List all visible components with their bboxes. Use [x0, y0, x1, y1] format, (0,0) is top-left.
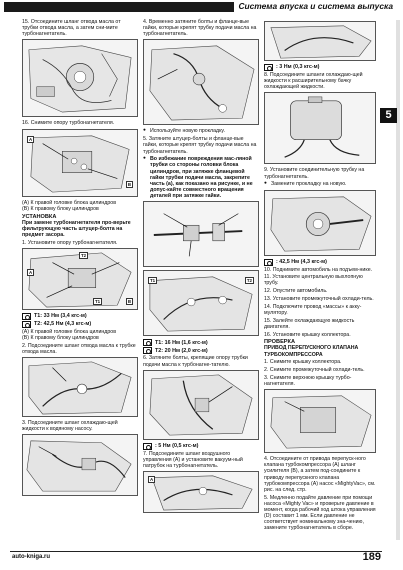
figure-turbo-cover	[264, 389, 376, 453]
figure-label-t2-2: T2	[246, 278, 252, 284]
page-number: 189	[362, 551, 381, 563]
torque-3nm-value: : 3 Нм (0,3 кгс-м)	[276, 64, 320, 71]
header-black-bar	[4, 2, 234, 12]
torque-5nm-value: : 5 Нм (0,5 кгс-м)	[155, 443, 199, 450]
step-15-text: 15. Отсоедините шланг отвода масла от трубки отвода масла, а затем сни-мите турбонагнетатель.	[22, 19, 121, 38]
install-step-16: 16. Установите крышку коллектора.	[264, 331, 351, 338]
install-step-6: 6. Затяните болты, крепящие опору трубки подачи масла к турбонагне-тателю.	[143, 355, 248, 368]
torque-5nm	[143, 443, 259, 450]
torque-wrench-icon	[264, 259, 273, 266]
torque-42nm	[264, 259, 376, 266]
figure-label-t1: T1	[95, 298, 101, 304]
torque-wrench-icon	[143, 339, 152, 346]
figure-oil-hose	[22, 357, 138, 417]
figure-top-right	[264, 21, 376, 61]
install-step-5: 5. Затяните штуцер-болты и фланце-вые гайки, которые крепят трубку подачи масла на турбонагнетатель.	[143, 136, 257, 155]
install-step-9: 9. Установите соединительную трубку на турбонагнетатель.	[264, 167, 365, 180]
footer-rule	[10, 551, 382, 552]
figure-bracket-install	[22, 248, 138, 310]
section-heading-check: ПРОВЕРКА	[264, 339, 295, 346]
legend-b-1: (B) К правому блоку цилиндров	[22, 205, 99, 212]
section-heading-installation: УСТАНОВКА	[22, 213, 57, 220]
check-step-5: 5. Медленно подайте давление при помощи насоса «Mighty Vac» и проверьте давление в момент, когда рабочий ход штока управления (D) составит 1 мм. Если давление не соответствует номинальному зна-чению, замените турбонагнетатель в сборе.	[264, 494, 376, 532]
subsection-heading-actuator: ПРИВОД ПЕРЕПУСКНОГО КЛАПАНА ТУРБОКОМПРЕССОРА	[264, 345, 359, 358]
torque-wrench-icon	[22, 321, 31, 328]
check-step-2: 2. Снимите промежуточный охлади-тель.	[264, 367, 365, 374]
figure-pipe-bolts	[143, 270, 259, 336]
installation-note: При замене турбонагнетателя про-верьте фильтрующую часть штуцер-болта на предмет засора.	[22, 219, 131, 238]
install-step-12: 12. Опустите автомобиль.	[264, 288, 328, 295]
legend-b-2: (B) К правому блоку цилиндров	[22, 335, 99, 342]
torque-t1-value: T1: 33 Нм (3,4 кгс-м)	[34, 313, 87, 320]
column-2	[143, 19, 259, 516]
figure-coolant-reservoir	[264, 92, 376, 164]
install-step-2: 2. Подсоедините шланг отвода масла к трубке отвода масла.	[22, 342, 136, 355]
torque-3nm	[264, 64, 376, 71]
figure-label-b-2: B	[127, 298, 131, 304]
figure-label-a-3: A	[150, 477, 154, 483]
figure-flange-nut	[143, 201, 259, 267]
page-header	[0, 0, 403, 13]
step-16-text: 16. Снимите опору турбонагнетателя.	[22, 120, 115, 127]
figure-label-b: B	[127, 181, 131, 187]
torque-wrench-icon	[143, 347, 152, 354]
torque-wrench-icon	[264, 64, 273, 71]
footer-site: auto-kniga.ru	[12, 554, 51, 560]
legend-a-1: (A) К правой головке блока цилиндров	[22, 199, 116, 206]
torque-t1	[22, 313, 138, 320]
torque-t2	[22, 321, 138, 328]
install-step-13: 13. Установите промежуточный охлади-тель.	[264, 295, 374, 302]
figure-turbo-removal	[22, 39, 138, 117]
check-step-4: 4. Отсоедините от привода перепуск-ного клапана турбокомпрессора (A) шланг усилителя (B), а затем под-соедините к приводу перепускного клапана турбокомпрессора (A) насос «MightyVac», см. рис. на след. стр.	[264, 456, 376, 493]
install-step-1: 1. Установите опору турбонагнетателя.	[22, 239, 118, 246]
figure-vacuum-hose	[143, 471, 259, 513]
figure-label-t2: T2	[81, 252, 87, 258]
torque-t2-col2-value: T2: 20 Нм (2,0 кгс-м)	[155, 347, 208, 354]
check-step-3: 3. Снимите верхнюю крышку турбо-нагнетателя.	[264, 374, 352, 387]
install-step-15: 15. Залейте охлаждающую жидкость двигателя.	[264, 317, 355, 330]
torque-wrench-icon	[22, 313, 31, 320]
install-step-3: 3. Подсоедините шланг охлаждаю-щей жидкости к водяному насосу.	[22, 420, 118, 433]
figure-label-a: A	[29, 136, 33, 142]
column-3	[264, 19, 376, 533]
torque-t1-col2	[143, 339, 259, 346]
column-1	[22, 19, 138, 499]
figure-connecting-pipe	[264, 190, 376, 256]
bullet-replace-gasket: ● Замените прокладку на новую.	[264, 181, 376, 187]
figure-bracket-bolts	[143, 370, 259, 440]
page-edge-bar	[396, 20, 400, 540]
install-step-14: 14. Подключите провод «массы» к акку-мулятору.	[264, 303, 362, 316]
figure-coolant-hose	[22, 434, 138, 496]
torque-42nm-value: : 42,5 Нм (4,3 кгс-м)	[276, 258, 327, 265]
torque-t2-col2	[143, 347, 259, 354]
figure-label-t1-2: T1	[150, 278, 156, 284]
bullet-warning: ● Во избежание повреждения мас-ляной трубки со стороны головки блока цилиндров, при затяжке фланцевой гайки трубки подачи масла, закрепите часть (а), как показано на рисунке, и не допус-кайте совместного вращения деталей при затяжке гайки.	[143, 156, 259, 199]
figure-oil-pipe	[143, 39, 259, 125]
install-step-10: 10. Поднимите автомобиль на подъем-нике.	[264, 266, 373, 273]
torque-wrench-icon	[143, 443, 152, 450]
bullet-new-gasket: ● Используйте новую прокладку.	[143, 128, 259, 134]
install-step-8: 8. Подсоедините шланги охлаждаю-щей жидкости к расширительному бачку охлаждающей жидкости.	[264, 72, 363, 91]
header-title: Система впуска и система выпуска	[238, 1, 393, 11]
figure-turbo-bracket	[22, 129, 138, 197]
figure-label-a-2: A	[29, 269, 33, 275]
legend-a-2: (A) К правой головке блока цилиндров	[22, 328, 116, 335]
chapter-tab: 5	[380, 108, 397, 123]
install-step-4: 4. Временно затяните болты и фланце-вые гайки, которые крепят трубку подачи масла на турбонагнетатель.	[143, 19, 257, 38]
torque-t2-value: T2: 42,5 Нм (4,3 кгс-м)	[34, 321, 92, 328]
check-step-1: 1. Снимите крышку коллектора.	[264, 359, 342, 366]
install-step-11: 11. Установите центральную выхлопную трубу.	[264, 274, 363, 287]
install-step-7: 7. Подсоедините шланг воздушного управления (A) и установите вакуум-ный патрубок на турбонагнетатель.	[143, 450, 243, 469]
torque-t1-col2-value: T1: 16 Нм (1,6 кгс-м)	[155, 339, 208, 346]
